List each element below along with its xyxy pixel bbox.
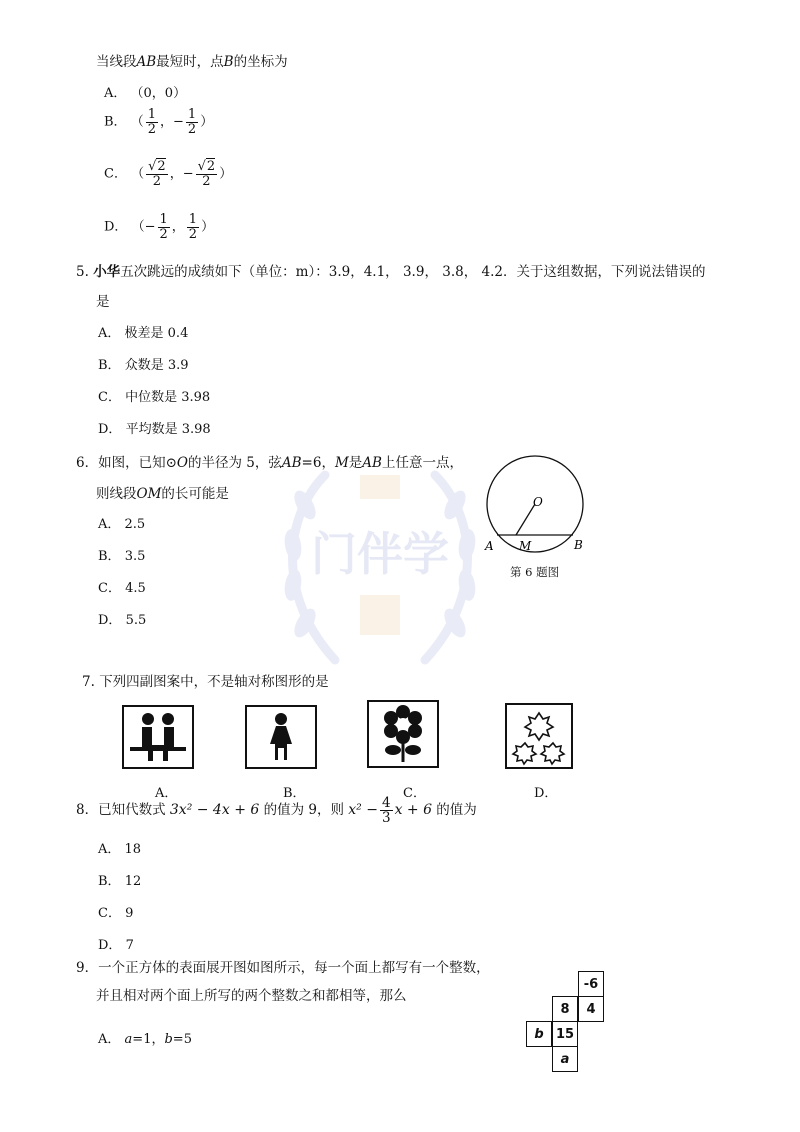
fraction	[146, 160, 168, 188]
var-a: a	[124, 1032, 133, 1047]
q4-stem-text: 当线段	[96, 54, 137, 70]
q5-option-d[interactable]	[98, 418, 211, 437]
q5-option-b[interactable]	[98, 354, 189, 373]
option-text: 5.5	[125, 613, 147, 628]
option-label: C．	[98, 581, 121, 596]
q6-option-d[interactable]	[98, 609, 146, 628]
q8-stem	[76, 796, 477, 825]
fraction	[158, 213, 170, 241]
q6-text: 如图，已知⊙	[98, 455, 177, 471]
numerator: 1	[147, 107, 156, 122]
denominator: 2	[147, 121, 156, 137]
q4-stem-suffix: 的坐标为	[233, 54, 288, 70]
q7-figure-d[interactable]	[505, 703, 573, 769]
q6-var-ab: AB	[362, 455, 382, 471]
q8-option-a[interactable]	[98, 838, 141, 857]
denominator: 2	[187, 121, 197, 137]
sqrt-arg: 2	[157, 159, 166, 174]
q6-text: =6，	[301, 455, 335, 471]
paren: （	[131, 219, 145, 235]
option-text: 中位数是 3.98	[125, 390, 211, 405]
watermark-logo	[265, 445, 495, 690]
option-text: =1，	[132, 1032, 165, 1047]
paren: ）	[219, 166, 233, 182]
q8-option-b[interactable]	[98, 870, 141, 889]
option-label: B．	[98, 549, 121, 564]
q6-text: 则线段	[96, 486, 137, 502]
option-label: B．	[98, 874, 121, 889]
option-text: 2.5	[124, 517, 146, 532]
q9-text: 一个正方体的表面展开图如图所示，每一个面上都写有一个整数，	[98, 960, 490, 976]
q5-name: 小华	[93, 264, 121, 280]
sqrt-sign: √	[148, 159, 157, 174]
paren: （	[131, 166, 145, 182]
option-text: 4.5	[125, 581, 146, 596]
q6-option-a[interactable]	[98, 513, 145, 532]
q7-label-c: C．	[403, 786, 426, 801]
q8-text: 已知代数式	[98, 802, 166, 819]
denominator: 2	[159, 226, 168, 242]
q9-stem-line2: 并且相对两个面上所写的两个整数之和都相等，那么	[96, 988, 407, 1004]
label-m: M	[519, 539, 532, 553]
q6-var-ab: AB	[281, 455, 302, 471]
q7-label-a: A．	[155, 786, 178, 801]
numerator: 4	[381, 795, 391, 811]
option-text: 7	[125, 938, 134, 953]
option-label: A．	[98, 1032, 121, 1047]
fraction	[196, 160, 218, 188]
q6-var-m: M	[334, 455, 349, 471]
question-number: 7.	[82, 674, 95, 690]
comma: ，	[169, 166, 183, 182]
option-label: C．	[98, 906, 121, 921]
q7-figure-b[interactable]	[245, 705, 317, 769]
option-text: 12	[124, 874, 142, 889]
denominator: 3	[381, 810, 391, 827]
option-text: =5	[172, 1032, 192, 1047]
option-label: D．	[98, 613, 122, 628]
denominator: 2	[188, 226, 198, 242]
fraction	[187, 213, 199, 241]
option-text: 9	[125, 906, 134, 921]
comma: ，	[160, 114, 174, 130]
fraction	[380, 796, 393, 825]
q7-stem	[82, 670, 329, 690]
question-number: 5.	[76, 264, 89, 280]
q7-stem-text: 下列四副图案中，不是轴对称图形的是	[99, 674, 329, 690]
fraction	[146, 108, 158, 136]
label-a: A	[485, 539, 494, 553]
numerator: 1	[159, 212, 168, 227]
q8-option-d[interactable]	[98, 934, 134, 953]
q9-stem	[76, 956, 490, 976]
q6-var-om: OM	[136, 486, 162, 502]
option-label: D．	[98, 422, 122, 437]
option-label: D．	[98, 938, 122, 953]
var-b: b	[164, 1032, 173, 1047]
q6-figure-caption: 第 6 题图	[510, 565, 560, 579]
question-number: 9．	[76, 960, 99, 976]
option-label: C．	[98, 390, 121, 405]
net-cell: b	[526, 1021, 552, 1047]
q4-stem-mid: 最短时，点	[156, 54, 224, 70]
q6-text: 是	[348, 455, 363, 471]
minus: −	[182, 166, 194, 182]
watermark-text: 门伴学	[311, 527, 449, 581]
numerator	[196, 160, 218, 175]
q8-text: 的值为 9，则	[263, 802, 344, 819]
net-cell: a	[552, 1046, 578, 1072]
numerator	[146, 160, 168, 175]
q7-figure-a[interactable]	[122, 705, 194, 769]
question-number: 8．	[76, 802, 99, 819]
q4-option-a[interactable]	[104, 82, 186, 101]
denominator: 2	[202, 173, 211, 189]
q4-stem	[96, 50, 288, 70]
q4-var-ab: AB	[136, 54, 157, 70]
q6-stem	[76, 451, 463, 471]
q6-option-c[interactable]	[98, 577, 146, 596]
net-cell: -6	[578, 971, 604, 997]
option-label: A．	[98, 517, 121, 532]
q6-var-o: O	[176, 455, 188, 471]
denominator: 2	[152, 173, 162, 189]
option-text: 众数是 3.9	[124, 358, 189, 373]
paren: ）	[200, 114, 214, 130]
paren: ）	[201, 219, 215, 235]
option-label: C．	[104, 166, 127, 182]
q7-label-b: B．	[283, 786, 306, 801]
q5-stem-line2: 是	[96, 294, 110, 310]
q5-stem-text: 五次跳远的成绩如下（单位：m）：3.9，4.1， 3.9， 3.8， 4.2．关于这组数据，下列说法错误的	[120, 264, 706, 280]
option-label: B．	[104, 114, 127, 130]
sqrt-arg: 2	[206, 159, 216, 174]
q6-stem-line2	[96, 482, 229, 502]
q6-text: 的长可能是	[161, 486, 229, 502]
minus: −	[144, 219, 156, 235]
option-label: A．	[98, 842, 121, 857]
option-label: B．	[98, 358, 121, 373]
option-text: 18	[124, 842, 142, 857]
q4-option-d[interactable]	[104, 213, 214, 241]
option-label: A．	[98, 326, 121, 341]
option-text: （0，0）	[130, 86, 187, 101]
q6-text: 上任意一点，	[381, 455, 463, 471]
q8-text: 的值为	[436, 802, 477, 819]
option-text: 平均数是 3.98	[125, 422, 211, 437]
question-number: 6．	[76, 455, 99, 471]
numerator: 1	[187, 107, 197, 122]
q5-option-a[interactable]	[98, 322, 188, 341]
q7-label-d: D．	[534, 786, 558, 801]
option-text: 极差是 0.4	[124, 326, 189, 341]
q8-expression-2a: x² −	[348, 802, 378, 819]
option-label: D．	[104, 219, 128, 235]
numerator: 1	[188, 212, 198, 227]
q6-circle-figure	[478, 452, 598, 582]
q5-stem	[76, 260, 705, 280]
q6-text: 的半径为 5，弦	[187, 455, 282, 471]
q6-option-b[interactable]	[98, 545, 145, 564]
option-text: 3.5	[124, 549, 146, 564]
minus: −	[173, 114, 184, 130]
net-cell: 4	[578, 996, 604, 1022]
q4-var-b: B	[223, 54, 234, 70]
q9-option-a[interactable]	[98, 1028, 192, 1047]
paren: （	[130, 114, 144, 130]
q5-option-c[interactable]	[98, 386, 210, 405]
sqrt-sign: √	[197, 159, 206, 174]
q4-option-b[interactable]	[104, 108, 213, 136]
q8-expression-1: 3x² − 4x + 6	[169, 802, 260, 819]
fraction	[186, 108, 198, 136]
net-cell: 8	[552, 996, 578, 1022]
q8-expression-2b: x + 6	[394, 802, 432, 819]
label-b: B	[574, 538, 583, 552]
comma: ，	[171, 219, 185, 235]
label-o: O	[533, 495, 543, 509]
q9-cube-net	[520, 965, 610, 1085]
net-cell: 15	[552, 1021, 578, 1047]
option-label: A．	[104, 86, 127, 101]
q8-option-c[interactable]	[98, 902, 133, 921]
q7-figure-c[interactable]	[367, 700, 439, 768]
q4-option-c[interactable]	[104, 160, 232, 188]
